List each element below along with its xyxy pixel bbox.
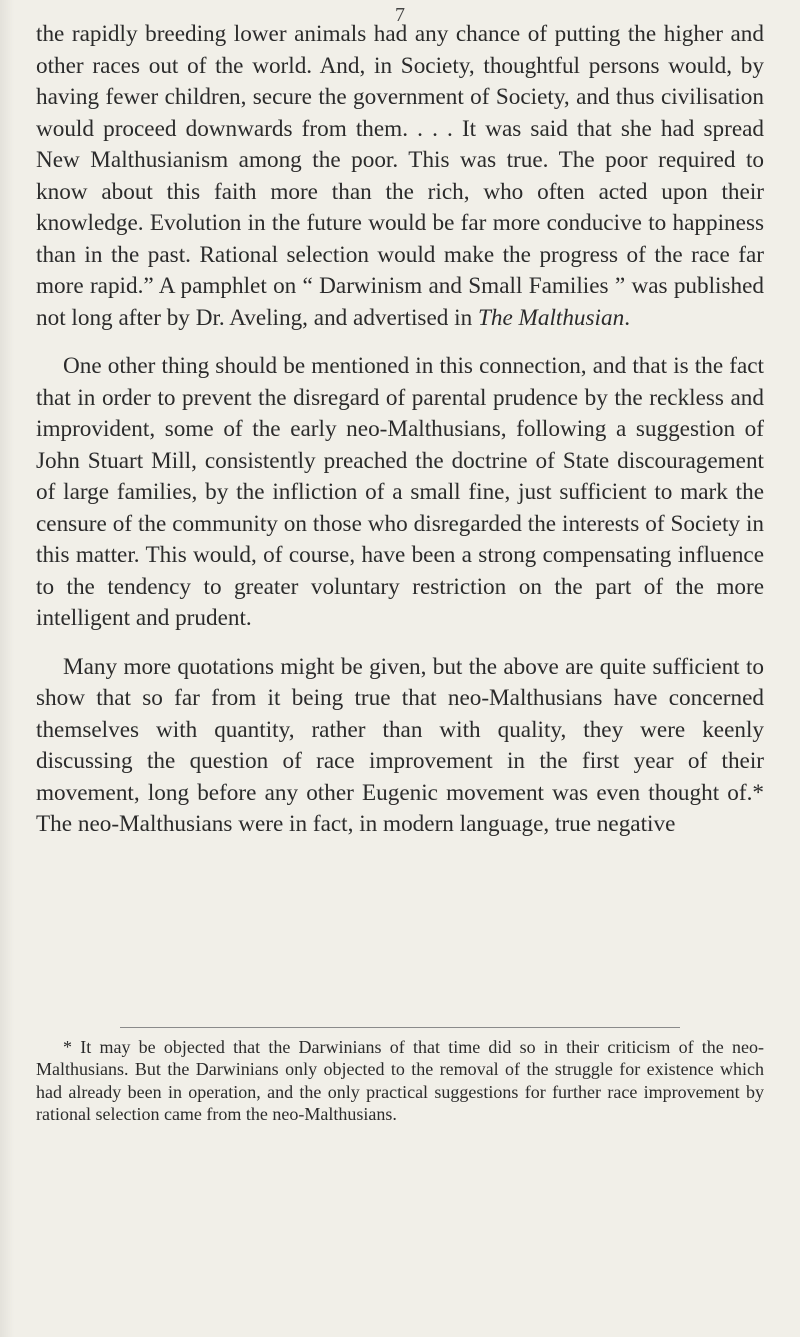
paragraph-2: One other thing should be mentioned in this connection, and that is the fact that in order to prevent the disregard of parental prudence by the reckless and improvident, some of the early neo-Malthusians, following a suggestion of John Stuart Mill, consistently preached the doctrine of State discouragement of large families, by the infliction of a small fine, just sufficient to mark the censure of the community on those who disregarded the interests of Society in this matter. This would, of course, have been a strong compensating influence to the tendency to greater voluntary restriction on the part of the more intelligent and prudent. [36, 353, 764, 631]
paragraph-3: Many more quotations might be given, but the above are quite sufficient to show that so far from it being true that neo-Malthusians have concerned themselves with quantity, rather than with quality, they were keenly discussing the question of race improvement in the first year of their movement, long before any other Eugenic movement was even thought of.* The neo-Malthusians were in fact, in modern language, true negative [36, 653, 764, 837]
page-margin-shadow [0, 0, 14, 1337]
page-number: 7 [395, 4, 405, 26]
footnote-text: * It may be objected that the Darwinians of that time did so in their criticism of the neo-Malthusians. But the Darwinians only objected to the removal of the struggle for existence which had already been in operation, and the only practical suggestions for further race improvement by rational selection came from the neo-Malthusians. [36, 1037, 764, 1125]
paragraph-continued [36, 19, 764, 334]
footnote [36, 1036, 764, 1126]
body-text [36, 19, 764, 841]
footnote-divider [120, 1027, 680, 1028]
journal-title-italic: The Malthusian [477, 304, 625, 331]
paragraph-1-end: . [624, 304, 630, 331]
paragraph-1-text: the rapidly breeding lower animals had any chance of putting the higher and other races out of the world. And, in Society, thoughtful persons would, by having fewer children, secure the government of Society, and thus civilisation would proceed downwards from them. . . . It was said that she had spread New Malthusianism among the poor. This was true. The poor required to know about this faith more than the rich, who often acted upon their knowledge. Evolution in the future would be far more conducive to happiness than in the past. Rational selection would make the progress of the race far more rapid.” A pamphlet on “ Darwinism and Small Families ” was published not long after by Dr. Aveling, and advertised in [36, 21, 764, 331]
